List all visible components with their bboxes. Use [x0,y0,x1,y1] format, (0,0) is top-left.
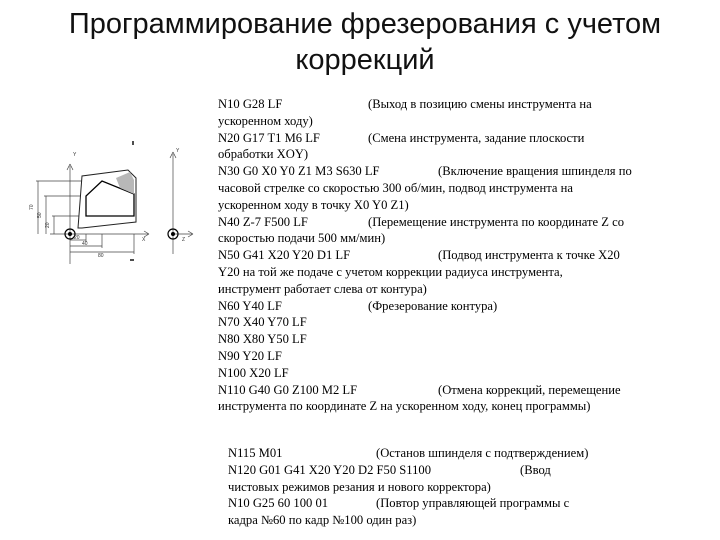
block-code: N30 G0 X0 Y0 Z1 M3 S630 LF [218,164,380,179]
block-code: N50 G41 X20 Y20 D1 LF [218,248,351,263]
block-comment: (Повтор управляющей программы с [376,496,570,511]
block-continuation: обработки XOY) [218,147,309,162]
milling-diagram [30,136,200,266]
block-n60 [218,298,658,315]
dim-label-20: 20 [45,222,51,228]
block-continuation: инструмента по координате Z на ускоренном ходу, конец программы) [218,399,591,414]
block-n40 [218,214,658,231]
block-comment: (Останов шпинделя с подтверждением) [376,446,589,460]
nc-program-listing [218,96,658,415]
block-code: N20 G17 T1 M6 LF [218,130,320,145]
block-comment: (Фрезерование контура) [368,298,498,313]
block-code: N40 Z-7 F500 LF [218,214,308,229]
block-continuation: ускоренном ходу) [218,113,313,128]
block-continuation: кадра №60 по кадр №100 один раз) [228,513,417,528]
block-code: N110 G40 G0 Z100 M2 LF [218,382,358,397]
block-n120 [228,462,648,479]
block-n70: N70 X40 Y70 LF [218,315,307,330]
block-code: N10 G25 60 100 01 [228,496,329,511]
block-comment: (Включение вращения шпинделя по [438,164,632,179]
axis-label-z: Z [182,237,186,243]
tool-origin-center [68,232,72,236]
block-continuation: инструмент работает слева от контура) [218,281,427,296]
block-n115 [228,445,648,462]
dim-label-80: 80 [98,253,104,259]
block-code: N115 M01 [228,446,283,460]
tool-side-center [171,232,175,236]
block-n110 [218,382,658,399]
block-comment: (Отмена коррекций, перемещение [438,382,621,397]
dim-label-50: 50 [37,212,43,218]
block-code: N120 G01 G41 X20 Y20 D2 F50 S1100 [228,462,432,477]
title-line-1: Программирование фрезерования с учетом [68,8,662,40]
block-comment: (Подвод инструмента к точке X20 [438,248,620,263]
block-continuation: Y20 на той же подаче с учетом коррекции радиуса инструмента, [218,264,563,279]
axis-label-y-right: Y [176,148,180,154]
block-continuation: ускоренном ходу в точку X0 Y0 Z1) [218,197,409,212]
block-n90: N90 Y20 LF [218,348,282,363]
block-comment: (Ввод [520,462,551,477]
dim-label-x20: 20 [74,235,80,241]
block-continuation: скоростью подачи 500 мм/мин) [218,231,386,246]
block-n30 [218,163,658,180]
nc-program-additions [228,445,648,529]
block-code: N60 Y40 LF [218,298,282,313]
slide-title [40,6,690,78]
block-n100: N100 X20 LF [218,365,289,380]
block-n10-repeat [228,495,648,512]
block-code: N10 G28 LF [218,97,283,111]
title-line-2: коррекций [295,44,435,76]
block-n10 [218,96,658,113]
block-comment: (Выход в позицию смены инструмента на [368,97,592,111]
block-comment: (Перемещение инструмента по координате Z со [368,214,625,229]
block-n50 [218,247,658,264]
block-continuation: чистовых режимов резания и нового корректора) [228,479,491,494]
block-n20 [218,130,658,147]
dim-label-70: 70 [29,204,35,210]
block-continuation: часовой стрелке со скоростью 300 об/мин, подвод инструмента на [218,180,573,195]
axis-label-y-left: Y [73,152,77,158]
block-comment: (Смена инструмента, задание плоскости [368,130,585,145]
dim-label-40: 40 [82,241,88,247]
block-n80: N80 X80 Y50 LF [218,332,307,347]
axis-label-x: X [142,237,146,243]
